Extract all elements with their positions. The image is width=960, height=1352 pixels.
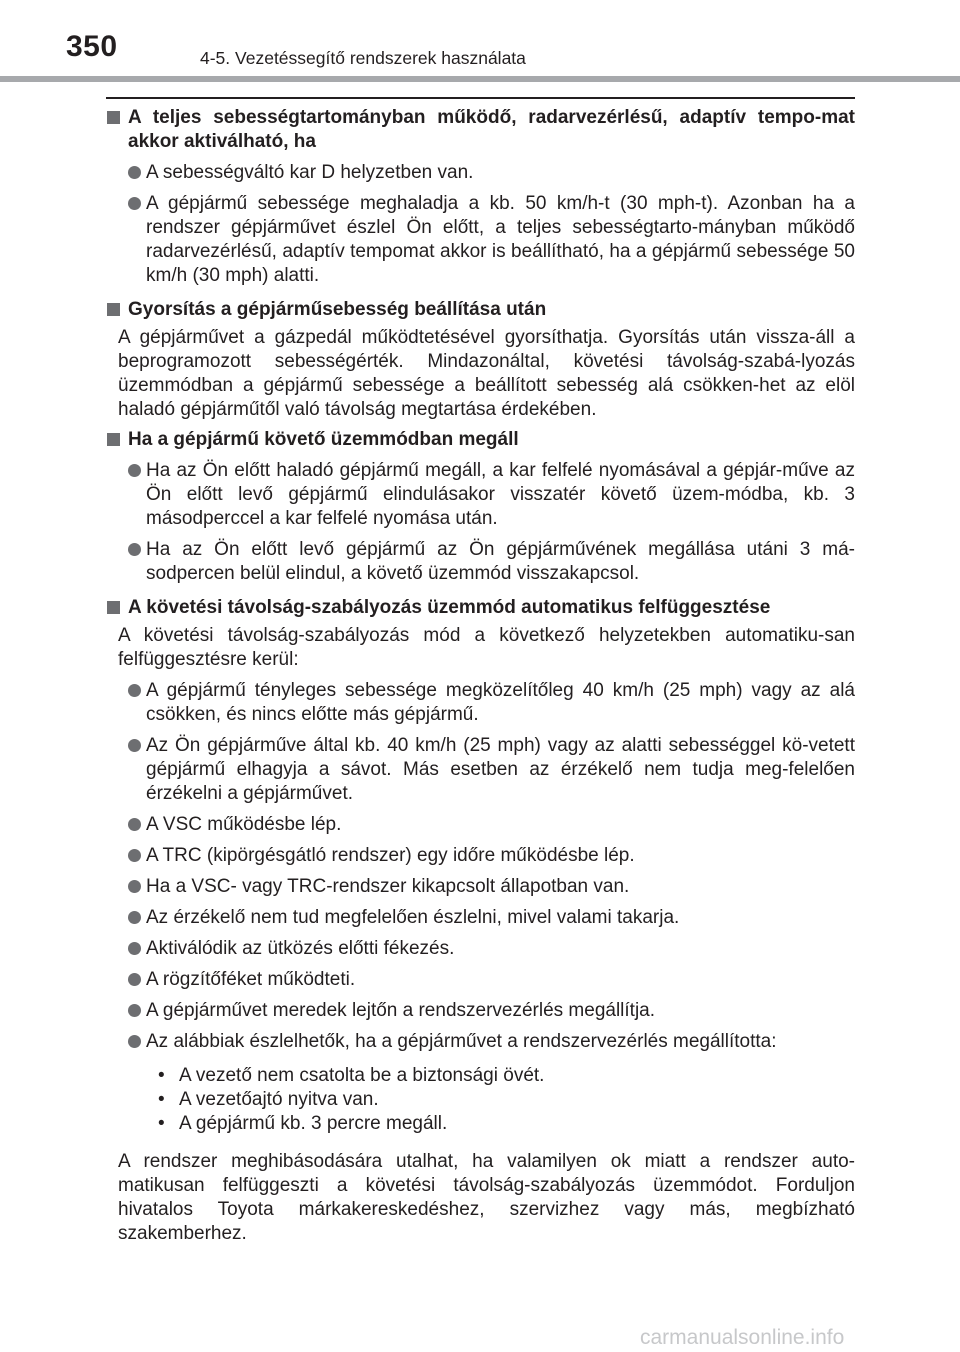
sub-bullet-marker: • [158, 1065, 165, 1086]
circle-bullet-icon [128, 1004, 141, 1017]
list-item [106, 734, 855, 806]
circle-bullet-icon [128, 973, 141, 986]
list-item-text: A gépjármű sebessége meghaladja a kb. 50 km/h-t (30 mph-t). Azonban ha a rendszer gépjárművet észlel Ön előtt, a teljes sebességtarto-mányban működő radarvezérlésű, adaptív tempomat akkor is beállítható, ha a gépjármű sebessége 50 km/h (30 mph) alatti. [146, 193, 855, 286]
circle-bullet-icon [128, 1035, 141, 1048]
sub-list-item [158, 1064, 855, 1088]
list-item-text: Ha az Ön előtt levő gépjármű az Ön gépjárművének megállása utáni 3 má-sodpercen belül elindul, a követő üzemmód visszakapcsol. [146, 539, 855, 584]
list-item [106, 679, 855, 727]
list-item [106, 999, 855, 1023]
sub-bullet-marker: • [158, 1089, 165, 1110]
circle-bullet-icon [128, 543, 141, 556]
sub-list-item [158, 1112, 855, 1136]
list-item [106, 968, 855, 992]
section-heading-text: A követési távolság-szabályozás üzemmód automatikus felfüggesztése [128, 597, 771, 618]
list-item [106, 844, 855, 868]
circle-bullet-icon [128, 166, 141, 179]
list-item-text: Az Ön gépjárműve által kb. 40 km/h (25 mph) vagy az alatti sebességgel kö-vetett gépjármű elhagyja a sávot. Más esetben az érzékelő nem tudja meg-felelően érzékelni a gépjárművet. [146, 735, 855, 804]
square-bullet-icon [107, 303, 120, 316]
list-item [106, 459, 855, 531]
circle-bullet-icon [128, 197, 141, 210]
list-item [106, 906, 855, 930]
sub-list-item-text: A vezetőajtó nyitva van. [179, 1089, 379, 1110]
page-number: 350 [66, 30, 118, 63]
section-heading [106, 298, 855, 322]
square-bullet-icon [107, 111, 120, 124]
list-item-text: A TRC (kipörgésgátló rendszer) egy időre működésbe lép. [146, 845, 635, 866]
sub-bullet-marker: • [158, 1113, 165, 1134]
list-item [106, 875, 855, 899]
circle-bullet-icon [128, 464, 141, 477]
section-heading [106, 596, 855, 620]
list-item-text: Az érzékelő nem tud megfelelően észlelni, mivel valami takarja. [146, 907, 680, 928]
circle-bullet-icon [128, 942, 141, 955]
list-item-text: A sebességváltó kar D helyzetben van. [146, 162, 474, 183]
page-header [0, 0, 960, 80]
list-item [106, 937, 855, 961]
list-item-text: A gépjármű tényleges sebessége megközelítőleg 40 km/h (25 mph) vagy az alá csökken, és nincs előtte más gépjármű. [146, 680, 855, 725]
page-content [106, 106, 855, 1246]
list-item-text: A gépjárművet meredek lejtőn a rendszervezérlés megállítja. [146, 1000, 656, 1021]
circle-bullet-icon [128, 880, 141, 893]
sub-list-item-text: A gépjármű kb. 3 percre megáll. [179, 1113, 448, 1134]
circle-bullet-icon [128, 739, 141, 752]
chapter-title: 4-5. Vezetéssegítő rendszerek használata [200, 48, 526, 68]
section-heading-text: Ha a gépjármű követő üzemmódban megáll [128, 429, 519, 450]
list-item-text: A VSC működésbe lép. [146, 814, 342, 835]
list-item [106, 538, 855, 586]
sub-list-item [158, 1088, 855, 1112]
body-paragraph: A követési távolság-szabályozás mód a következő helyzetekben automatiku-san felfüggesztésre kerül: [118, 625, 855, 670]
section-heading-text: Gyorsítás a gépjárműsebesség beállítása után [128, 299, 547, 320]
header-divider [0, 76, 960, 82]
site-watermark: carmanualsonline.info [640, 1326, 845, 1349]
section-heading [106, 428, 855, 452]
sub-list [106, 1064, 855, 1136]
list-item-text: Ha az Ön előtt haladó gépjármű megáll, a kar felfelé nyomásával a gépjár-műve az Ön előtt levő gépjármű elindulásakor visszatér követő üzem-módba, kb. 3 másodperccel a kar felfelé nyomása után. [146, 460, 855, 529]
circle-bullet-icon [128, 684, 141, 697]
square-bullet-icon [107, 433, 120, 446]
list-item-text: A rögzítőféket működteti. [146, 969, 356, 990]
list-item [106, 161, 855, 185]
list-item [106, 192, 855, 288]
list-item [106, 1030, 855, 1054]
circle-bullet-icon [128, 818, 141, 831]
circle-bullet-icon [128, 849, 141, 862]
list-item-text: Az alábbiak észlelhetők, ha a gépjárművet a rendszervezérlés megállította: [146, 1031, 777, 1052]
body-paragraph: A gépjárművet a gázpedál működtetésével gyorsíthatja. Gyorsítás után vissza-áll a beprogramozott sebességérték. Mindazonáltal, követési távolság-szabá-lyozás üzemmódban a gépjármű sebessége a beállított sebesség alá csökken-het az elöl haladó gépjárműtől való távolság megtartása érdekében. [118, 327, 855, 420]
list-item-text: Ha a VSC- vagy TRC-rendszer kikapcsolt állapotban van. [146, 876, 630, 897]
section-heading [106, 106, 855, 154]
circle-bullet-icon [128, 911, 141, 924]
sub-list-item-text: A vezető nem csatolta be a biztonsági övét. [179, 1065, 545, 1086]
section-heading-text: A teljes sebességtartományban működő, radarvezérlésű, adaptív tempo-mat akkor aktiválható, ha [128, 107, 855, 152]
list-item [106, 813, 855, 837]
list-item-text: Aktiválódik az ütközés előtti fékezés. [146, 938, 455, 959]
closing-paragraph: A rendszer meghibásodására utalhat, ha valamilyen ok miatt a rendszer auto-matikusan felfüggeszti a követési távolság-szabályozás üzemmódot. Forduljon hivatalos Toyota márkakereskedéshez, szervizhez vagy más, megbízható szakemberhez. [118, 1151, 855, 1244]
section-divider [106, 97, 855, 99]
square-bullet-icon [107, 601, 120, 614]
